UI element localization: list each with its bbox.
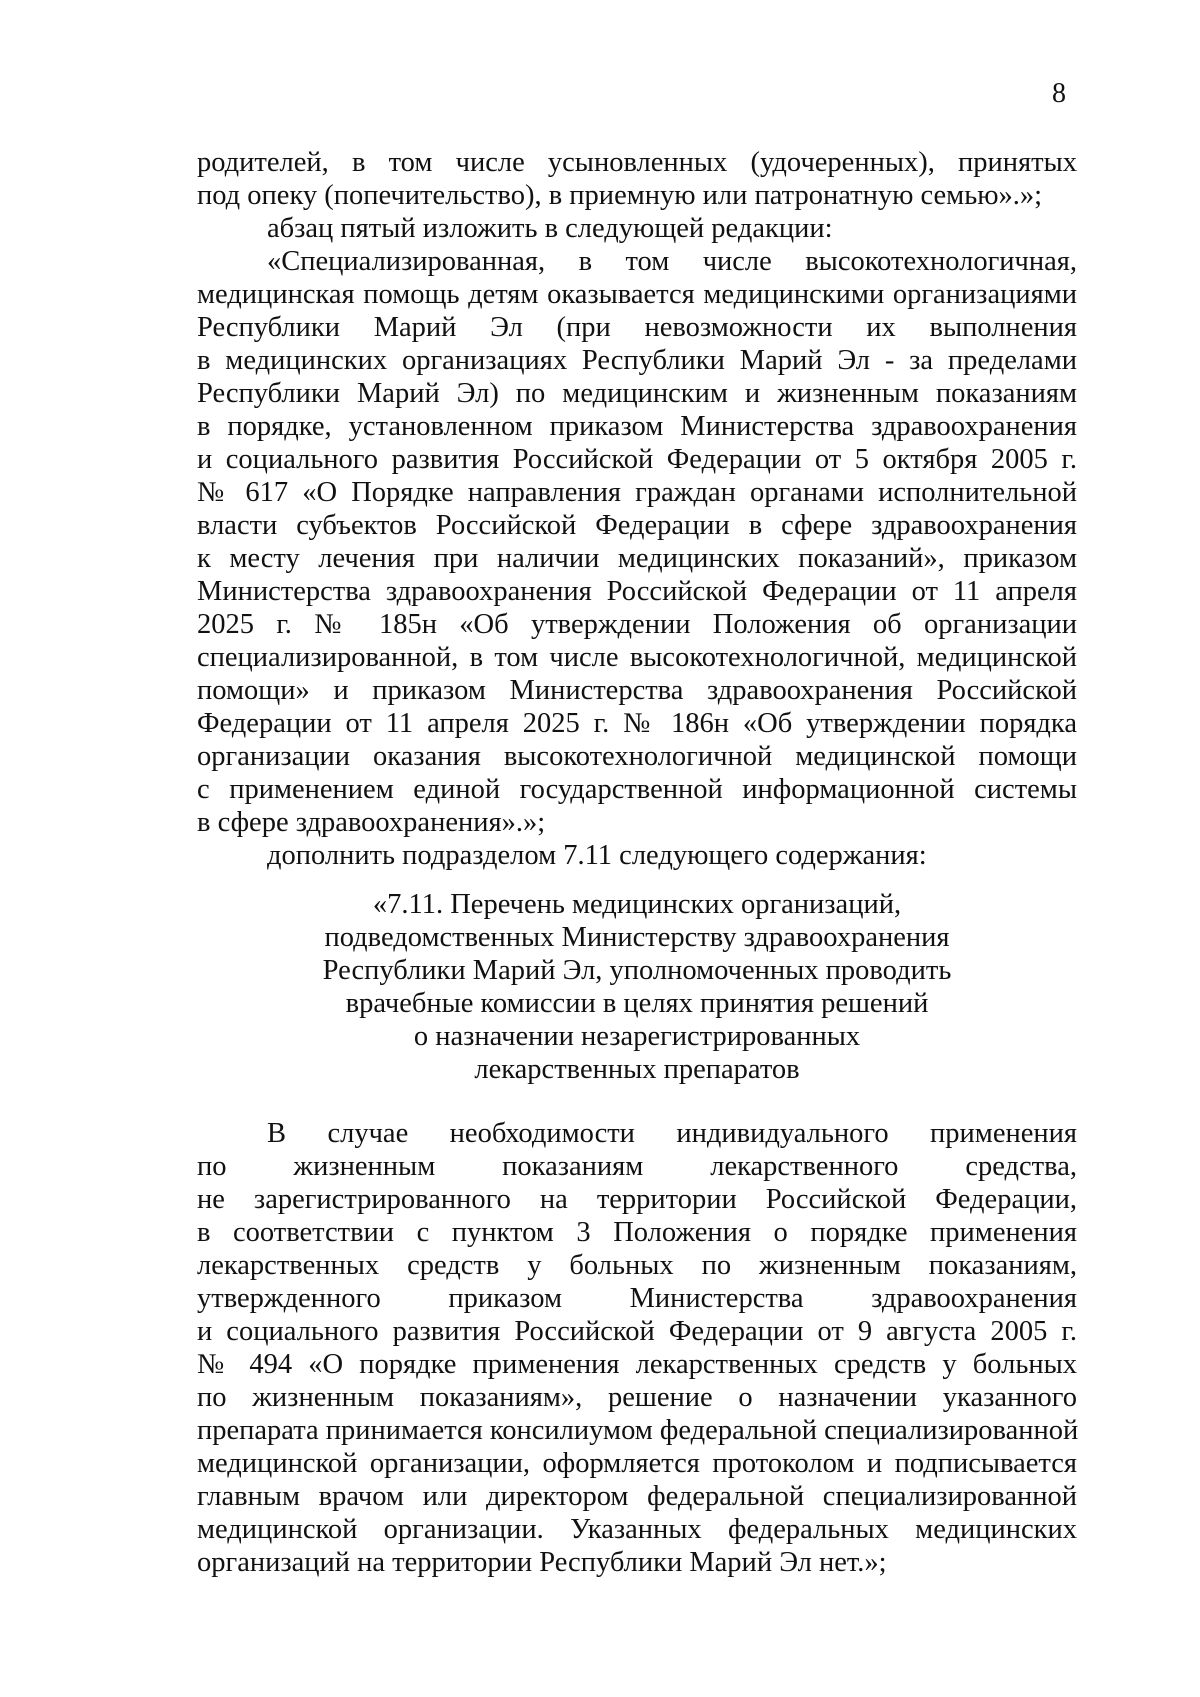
text-line: абзац пятый изложить в следующей редакции: xyxy=(267,213,833,244)
heading-line: подведомственных Министерству здравоохранения xyxy=(324,922,950,953)
text-line: Федерации от 11 апреля 2025 г. № 186н «Об утверждении порядка xyxy=(197,708,1077,739)
text-line: в сфере здравоохранения».»; xyxy=(197,807,546,838)
heading-line: Республики Марий Эл, уполномоченных проводить xyxy=(322,955,952,986)
text-line: специализированной, в том числе высокотехнологичной, медицинской xyxy=(197,642,1077,673)
page-number: 8 xyxy=(1052,78,1066,109)
text-line: власти субъектов Российской Федерации в сфере здравоохранения xyxy=(197,510,1077,541)
text-line: препарата принимается консилиумом федеральной специализированной xyxy=(197,1415,1079,1446)
text-line: «Специализированная, в том числе высокотехнологичная, xyxy=(267,246,1077,277)
text-line: организаций на территории Республики Марий Эл нет.»; xyxy=(197,1547,887,1578)
text-line: не зарегистрированного на территории Российской Федерации, xyxy=(197,1184,1077,1215)
heading-line: «7.11. Перечень медицинских организаций, xyxy=(372,889,902,920)
text-line: медицинская помощь детям оказывается медицинскими организациями xyxy=(197,279,1077,310)
section-heading xyxy=(197,888,1077,1086)
text-line: по жизненным показаниям лекарственного средства, xyxy=(197,1151,1077,1182)
text-line: медицинской организации. Указанных федеральных медицинских xyxy=(197,1514,1077,1545)
text-line: и социального развития Российской Федерации от 9 августа 2005 г. xyxy=(197,1316,1077,1347)
text-line: организации оказания высокотехнологичной медицинской помощи xyxy=(197,741,1077,772)
text-line: главным врачом или директором федеральной специализированной xyxy=(197,1481,1077,1512)
text-line: в медицинских организациях Республики Марий Эл - за пределами xyxy=(197,345,1077,376)
text-line: и социального развития Российской Федерации от 5 октября 2005 г. xyxy=(197,444,1077,475)
text-line: В случае необходимости индивидуального применения xyxy=(267,1118,1077,1149)
section-body xyxy=(197,1117,1077,1579)
amendment-text xyxy=(197,146,1077,872)
text-line: утвержденного приказом Министерства здравоохранения xyxy=(197,1283,1077,1314)
text-line: медицинской организации, оформляется протоколом и подписывается xyxy=(197,1448,1077,1479)
heading-line: о назначении незарегистрированных xyxy=(413,1021,861,1052)
text-line: 2025 г. № 185н «Об утверждении Положения об организации xyxy=(197,609,1077,640)
text-line: Республики Марий Эл (при невозможности их выполнения xyxy=(197,312,1077,343)
text-line: родителей, в том числе усыновленных (удочеренных), принятых xyxy=(197,147,1077,178)
text-line: под опеку (попечительство), в приемную или патронатную семью».»; xyxy=(197,180,1043,211)
text-line: № 617 «О Порядке направления граждан органами исполнительной xyxy=(197,477,1077,508)
text-line: по жизненным показаниям», решение о назначении указанного xyxy=(197,1382,1077,1413)
text-line: Республики Марий Эл) по медицинским и жизненным показаниям xyxy=(197,378,1077,409)
text-line: к месту лечения при наличии медицинских показаний», приказом xyxy=(197,543,1077,574)
heading-line: врачебные комиссии в целях принятия решений xyxy=(345,988,929,1019)
text-line: № 494 «О порядке применения лекарственных средств у больных xyxy=(197,1349,1077,1380)
text-line: в соответствии с пунктом 3 Положения о порядке применения xyxy=(197,1217,1077,1248)
text-line: Министерства здравоохранения Российской Федерации от 11 апреля xyxy=(197,576,1077,607)
text-line: помощи» и приказом Министерства здравоохранения Российской xyxy=(197,675,1077,706)
text-line: с применением единой государственной информационной системы xyxy=(197,774,1077,805)
heading-line: лекарственных препаратов xyxy=(474,1054,800,1085)
text-line: в порядке, установленном приказом Министерства здравоохранения xyxy=(197,411,1077,442)
text-line: лекарственных средств у больных по жизненным показаниям, xyxy=(197,1250,1077,1281)
text-line: дополнить подразделом 7.11 следующего содержания: xyxy=(267,840,927,871)
